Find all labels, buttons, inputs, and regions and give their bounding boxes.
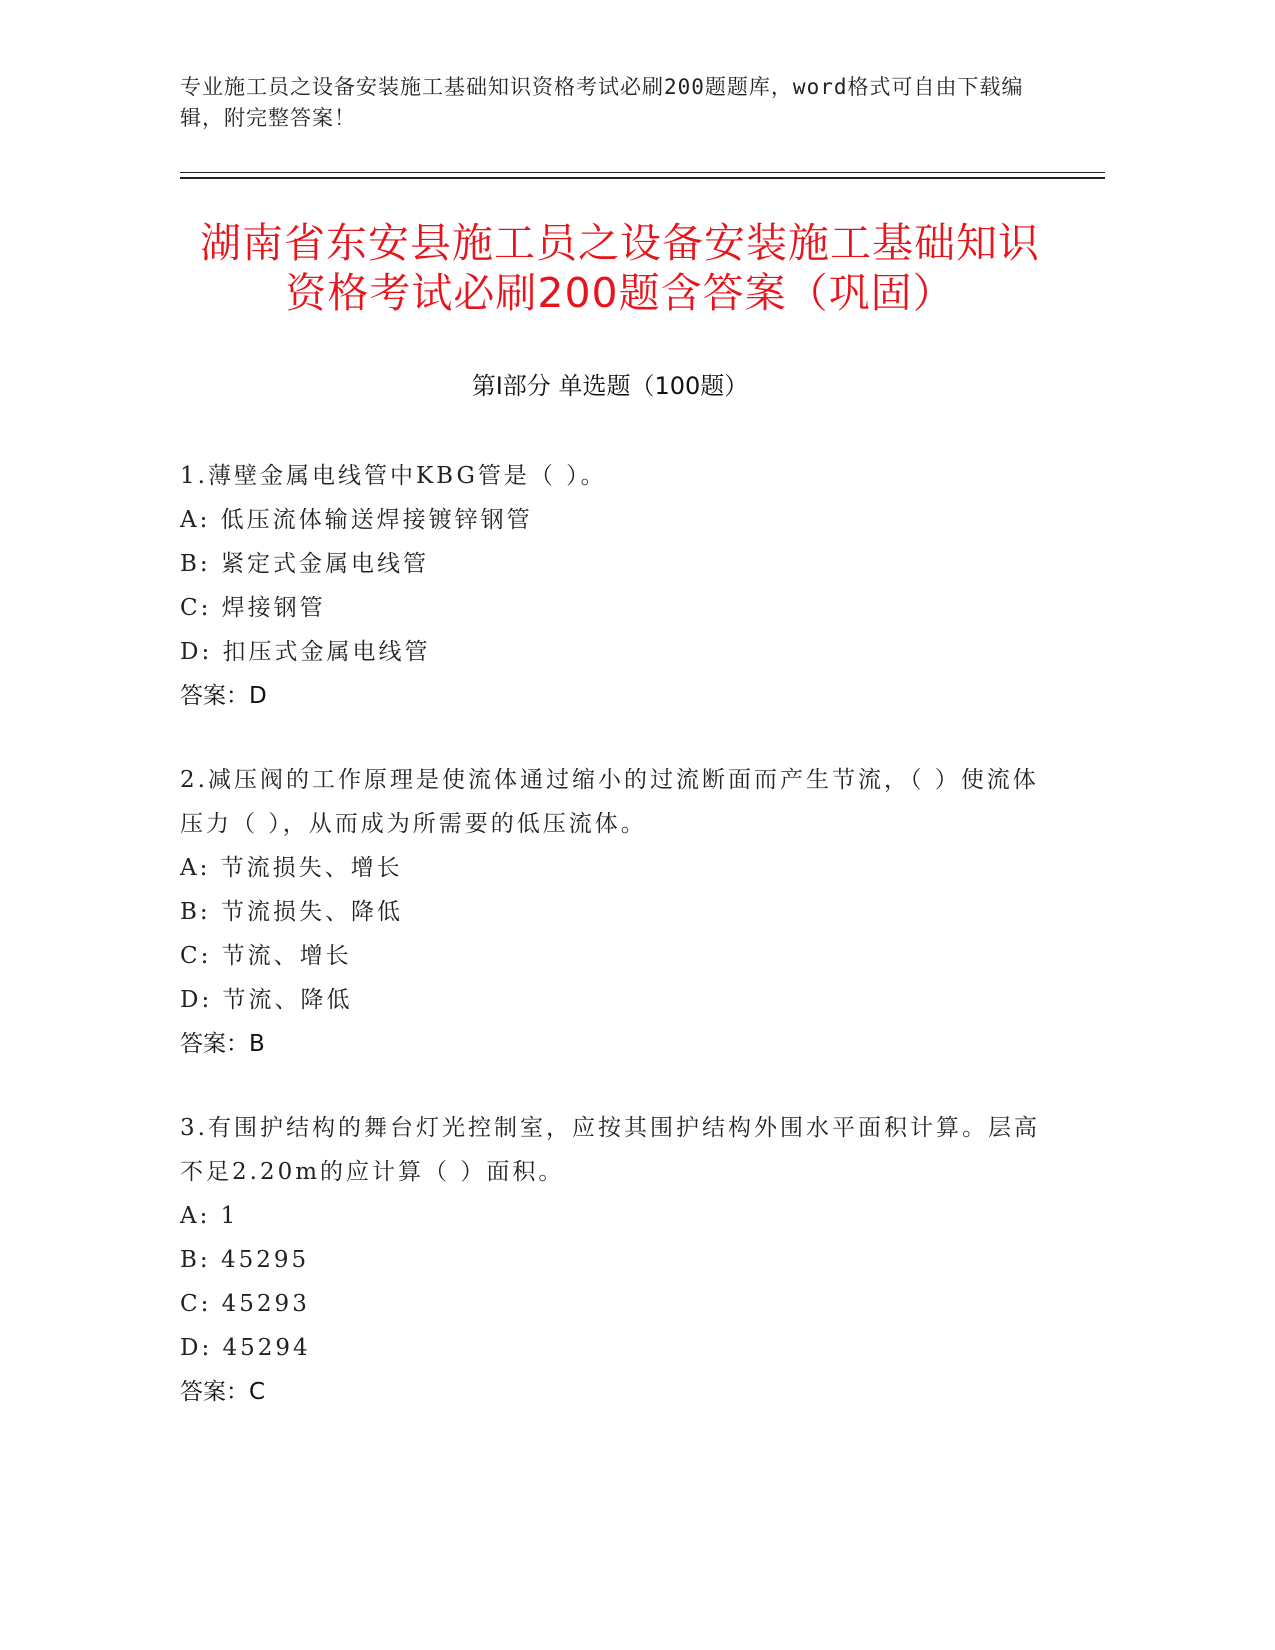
answer-label: 答案：B <box>180 1031 265 1057</box>
question-stem: 3.有围护结构的舞台灯光控制室，应按其围护结构外围水平面积计算。层高不足2.20m的应计算（ ）面积。 <box>180 1115 1040 1185</box>
option-c: C: 45293 <box>180 1291 310 1317</box>
answer-label: 答案：D <box>180 683 267 709</box>
option-a: A: 低压流体输送焊接镀锌钢管 <box>180 507 533 533</box>
question-1 <box>180 454 1040 718</box>
option-b: B: 紧定式金属电线管 <box>180 551 429 577</box>
option-d: D: 45294 <box>180 1335 311 1361</box>
option-c: C: 节流、增长 <box>180 943 352 969</box>
question-3 <box>180 1106 1040 1414</box>
question-2 <box>180 758 1040 1066</box>
header-note: 专业施工员之设备安装施工基础知识资格考试必刷200题题库，word格式可自由下载编辑，附完整答案！ <box>180 75 1024 130</box>
section-heading: 第Ⅰ部分 单选题（100题） <box>471 372 749 400</box>
question-stem: 1.薄壁金属电线管中KBG管是（ ）。 <box>180 463 607 489</box>
option-b: B: 45295 <box>180 1247 310 1273</box>
option-a: A: 节流损失、增长 <box>180 855 403 881</box>
option-d: D: 节流、降低 <box>180 987 353 1013</box>
header-divider-thick <box>180 177 1105 179</box>
option-a: A: 1 <box>180 1203 239 1229</box>
header-divider-thin <box>180 172 1105 173</box>
question-stem: 2.减压阀的工作原理是使流体通过缩小的过流断面而产生节流，（ ）使流体压力（ ），从而成为所需要的低压流体。 <box>180 767 1039 837</box>
option-d: D: 扣压式金属电线管 <box>180 639 431 665</box>
answer-label: 答案：C <box>180 1379 266 1405</box>
option-b: B: 节流损失、降低 <box>180 899 403 925</box>
option-c: C: 焊接钢管 <box>180 595 326 621</box>
document-title: 湖南省东安县施工员之设备安装施工基础知识资格考试必刷200题含答案（巩固） <box>200 219 1040 317</box>
